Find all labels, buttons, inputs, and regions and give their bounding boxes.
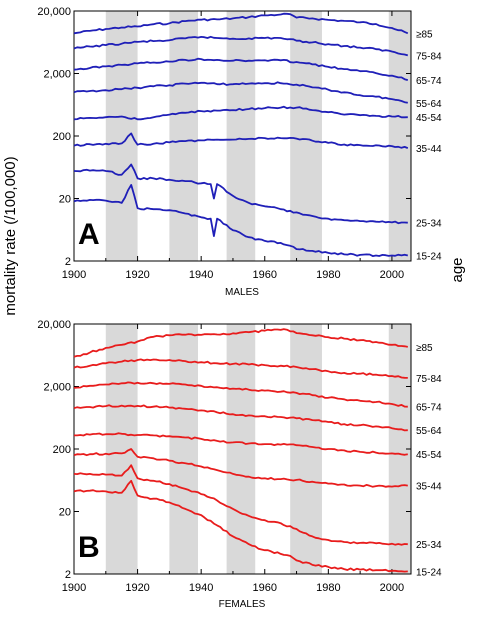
females-y-tick-label: 2,000: [43, 381, 71, 394]
females-panel-letter: B: [78, 531, 100, 564]
males-age-label: ≥85: [416, 29, 433, 41]
females-x-tick-label: 1980: [316, 582, 341, 594]
females-age-label: 35-44: [416, 481, 442, 493]
females-age-label: 45-54: [416, 450, 442, 462]
females-age-label: 75-84: [416, 373, 442, 385]
males-x-axis-title: MALES: [225, 287, 259, 298]
males-age-label: 55-64: [416, 98, 442, 110]
males-x-tick-label: 1920: [125, 269, 150, 281]
age-axis-title: age: [449, 257, 466, 283]
males-y-tick-label: 200: [52, 131, 71, 143]
males-age-label: 15-24: [416, 251, 442, 263]
females-y-tick-label: 20: [58, 506, 71, 519]
females-age-label: 55-64: [416, 426, 442, 438]
males-x-tick-label: 1900: [61, 269, 87, 281]
females-age-label: 25-34: [416, 540, 442, 552]
females-age-label: ≥85: [416, 342, 433, 354]
females-y-tick-label: 200: [52, 444, 71, 456]
males-x-tick-label: 1980: [316, 269, 341, 281]
males-age-labels: [416, 29, 442, 262]
males-shaded-band: [169, 11, 198, 261]
males-panel-letter: A: [78, 218, 100, 251]
males-shaded-band: [290, 11, 322, 261]
females-x-tick-label: 2000: [379, 582, 405, 594]
females-age-label: 65-74: [416, 402, 442, 414]
males-shaded-band: [227, 11, 256, 261]
females-shaded-band: [290, 324, 322, 574]
males-y-tick-label: 2,000: [43, 68, 71, 81]
males-age-label: 35-44: [416, 144, 442, 156]
males-age-label: 25-34: [416, 218, 442, 230]
males-x-tick-label: 1960: [252, 269, 277, 281]
females-x-tick-label: 1920: [125, 582, 150, 594]
males-x-tick-label: 2000: [379, 269, 405, 281]
females-y-tick-label: 2: [64, 569, 71, 581]
males-age-label: 65-74: [416, 76, 442, 88]
females-x-tick-label: 1960: [252, 582, 277, 594]
females-x-axis-title: FEMALES: [218, 599, 266, 610]
males-age-label: 75-84: [416, 51, 442, 63]
females-shaded-periods: [106, 324, 411, 574]
females-age-label: 15-24: [416, 567, 442, 579]
females-x-tick-label: 1900: [61, 582, 87, 594]
males-x-tick-label: 1940: [188, 269, 214, 281]
females-panel: [37, 319, 442, 610]
females-x-tick-label: 1940: [188, 582, 214, 594]
females-shaded-band: [227, 324, 256, 574]
y-axis-title: mortality rate (/100,000): [2, 156, 19, 316]
females-age-labels: [416, 343, 442, 579]
males-age-label: 45-54: [416, 113, 442, 125]
males-y-tick-label: 20: [58, 193, 71, 206]
males-y-tick-label: 20,000: [37, 6, 71, 18]
males-y-tick-label: 2: [64, 256, 71, 268]
females-y-tick-label: 20,000: [37, 319, 71, 331]
males-panel: [37, 6, 442, 298]
